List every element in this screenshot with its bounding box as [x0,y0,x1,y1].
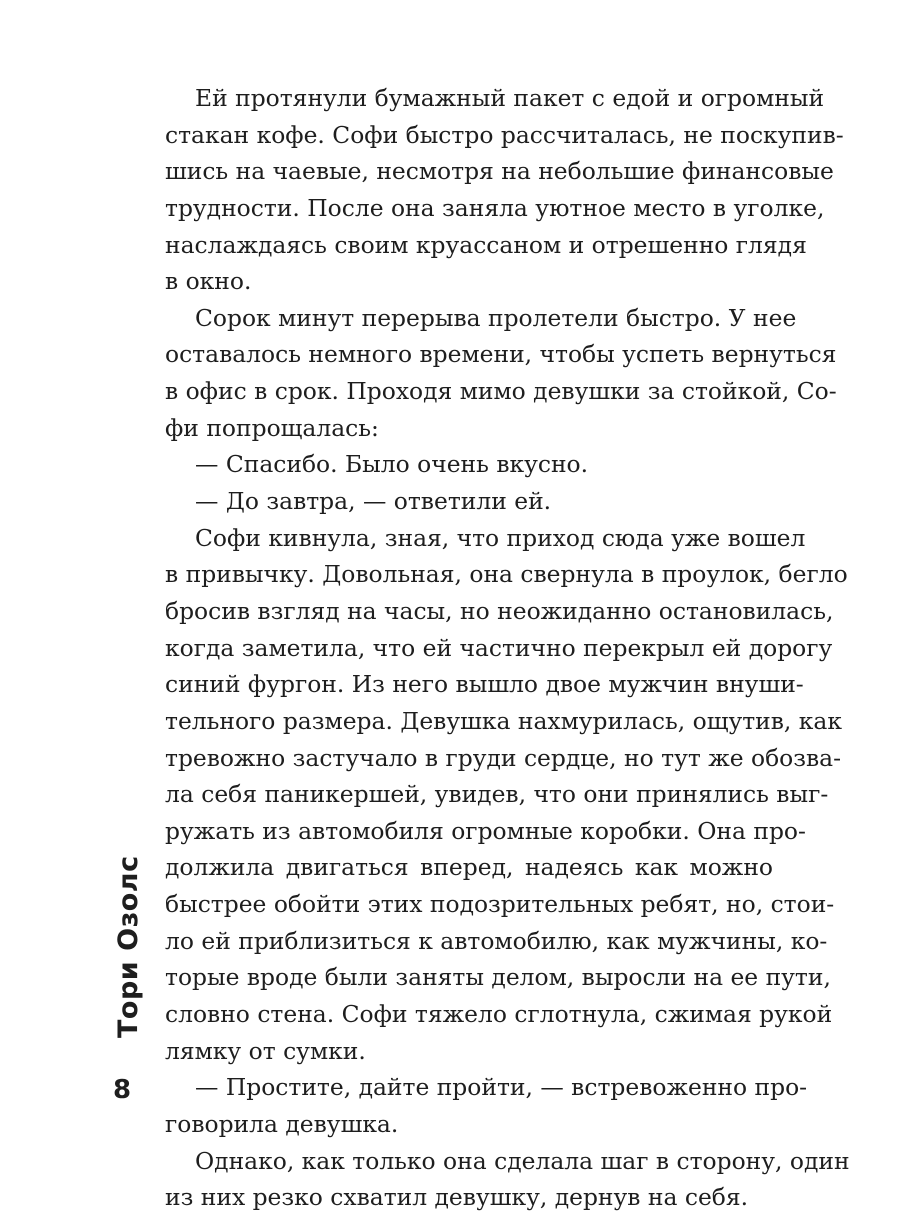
text-line: ла себя паникершей, увидев, что они принялись выг- [165,780,829,809]
running-head-author: Тори Озолс [113,855,144,1038]
text-line: тельного размера. Девушка нахмурилась, ощутив, как [165,706,842,735]
text-line: когда заметила, что ей частично перекрыл ей дорогу [165,633,833,662]
text-line: в привычку. Довольная, она свернула в проулок, бегло [165,560,848,589]
text-line: в окно. [165,267,252,296]
text-line: — Спасибо. Было очень вкусно. [195,450,589,479]
text-line: должила двигаться вперед, надеясь как можно [165,853,773,882]
text-line: наслаждаясь своим круассаном и отрешенно глядя [165,230,807,259]
text-line: словно стена. Софи тяжело сглотнула, сжимая рукой [165,1000,833,1029]
text-line: в офис в срок. Проходя мимо девушки за стойкой, Со- [165,377,837,406]
text-line: Софи кивнула, зная, что приход сюда уже вошел [195,523,806,552]
text-line: быстрее обойти этих подозрительных ребят, но, стои- [165,890,835,919]
text-line: — Простите, дайте пройти, — встревоженно про- [195,1073,808,1102]
text-line: Однако, как только она сделала шаг в сторону, один [195,1146,850,1175]
text-line: лямку от сумки. [165,1036,366,1065]
page-number: 8 [113,1075,132,1105]
text-line: Ей протянули бумажный пакет с едой и огромный [195,84,825,112]
text-line: ло ей приблизиться к автомобилю, как мужчины, ко- [165,926,828,955]
text-line: ружать из автомобиля огромные коробки. Она про- [165,816,806,845]
text-line: бросив взгляд на часы, но неожиданно остановилась, [165,596,834,625]
body-text [165,80,850,1216]
text-line: трудности. После она заняла уютное место в уголке, [165,193,825,222]
text-line: тревожно застучало в груди сердце, но тут же обозва- [165,743,842,772]
text-line: фи попрощалась: [165,413,379,442]
text-line: Сорок минут перерыва пролетели быстро. У нее [195,303,797,332]
text-line: из них резко схватил девушку, дернув на себя. [165,1183,749,1212]
text-line: — До завтра, — ответили ей. [195,487,552,516]
text-line: говорила девушка. [165,1109,399,1138]
text-line: оставалось немного времени, чтобы успеть вернуться [165,340,837,369]
text-line: синий фургон. Из него вышло двое мужчин внуши- [165,670,804,699]
text-line: торые вроде были заняты делом, выросли на ее пути, [165,963,831,992]
text-line: стакан кофе. Софи быстро рассчиталась, не поскупив- [165,120,844,149]
text-line: шись на чаевые, несмотря на небольшие финансовые [165,157,834,186]
